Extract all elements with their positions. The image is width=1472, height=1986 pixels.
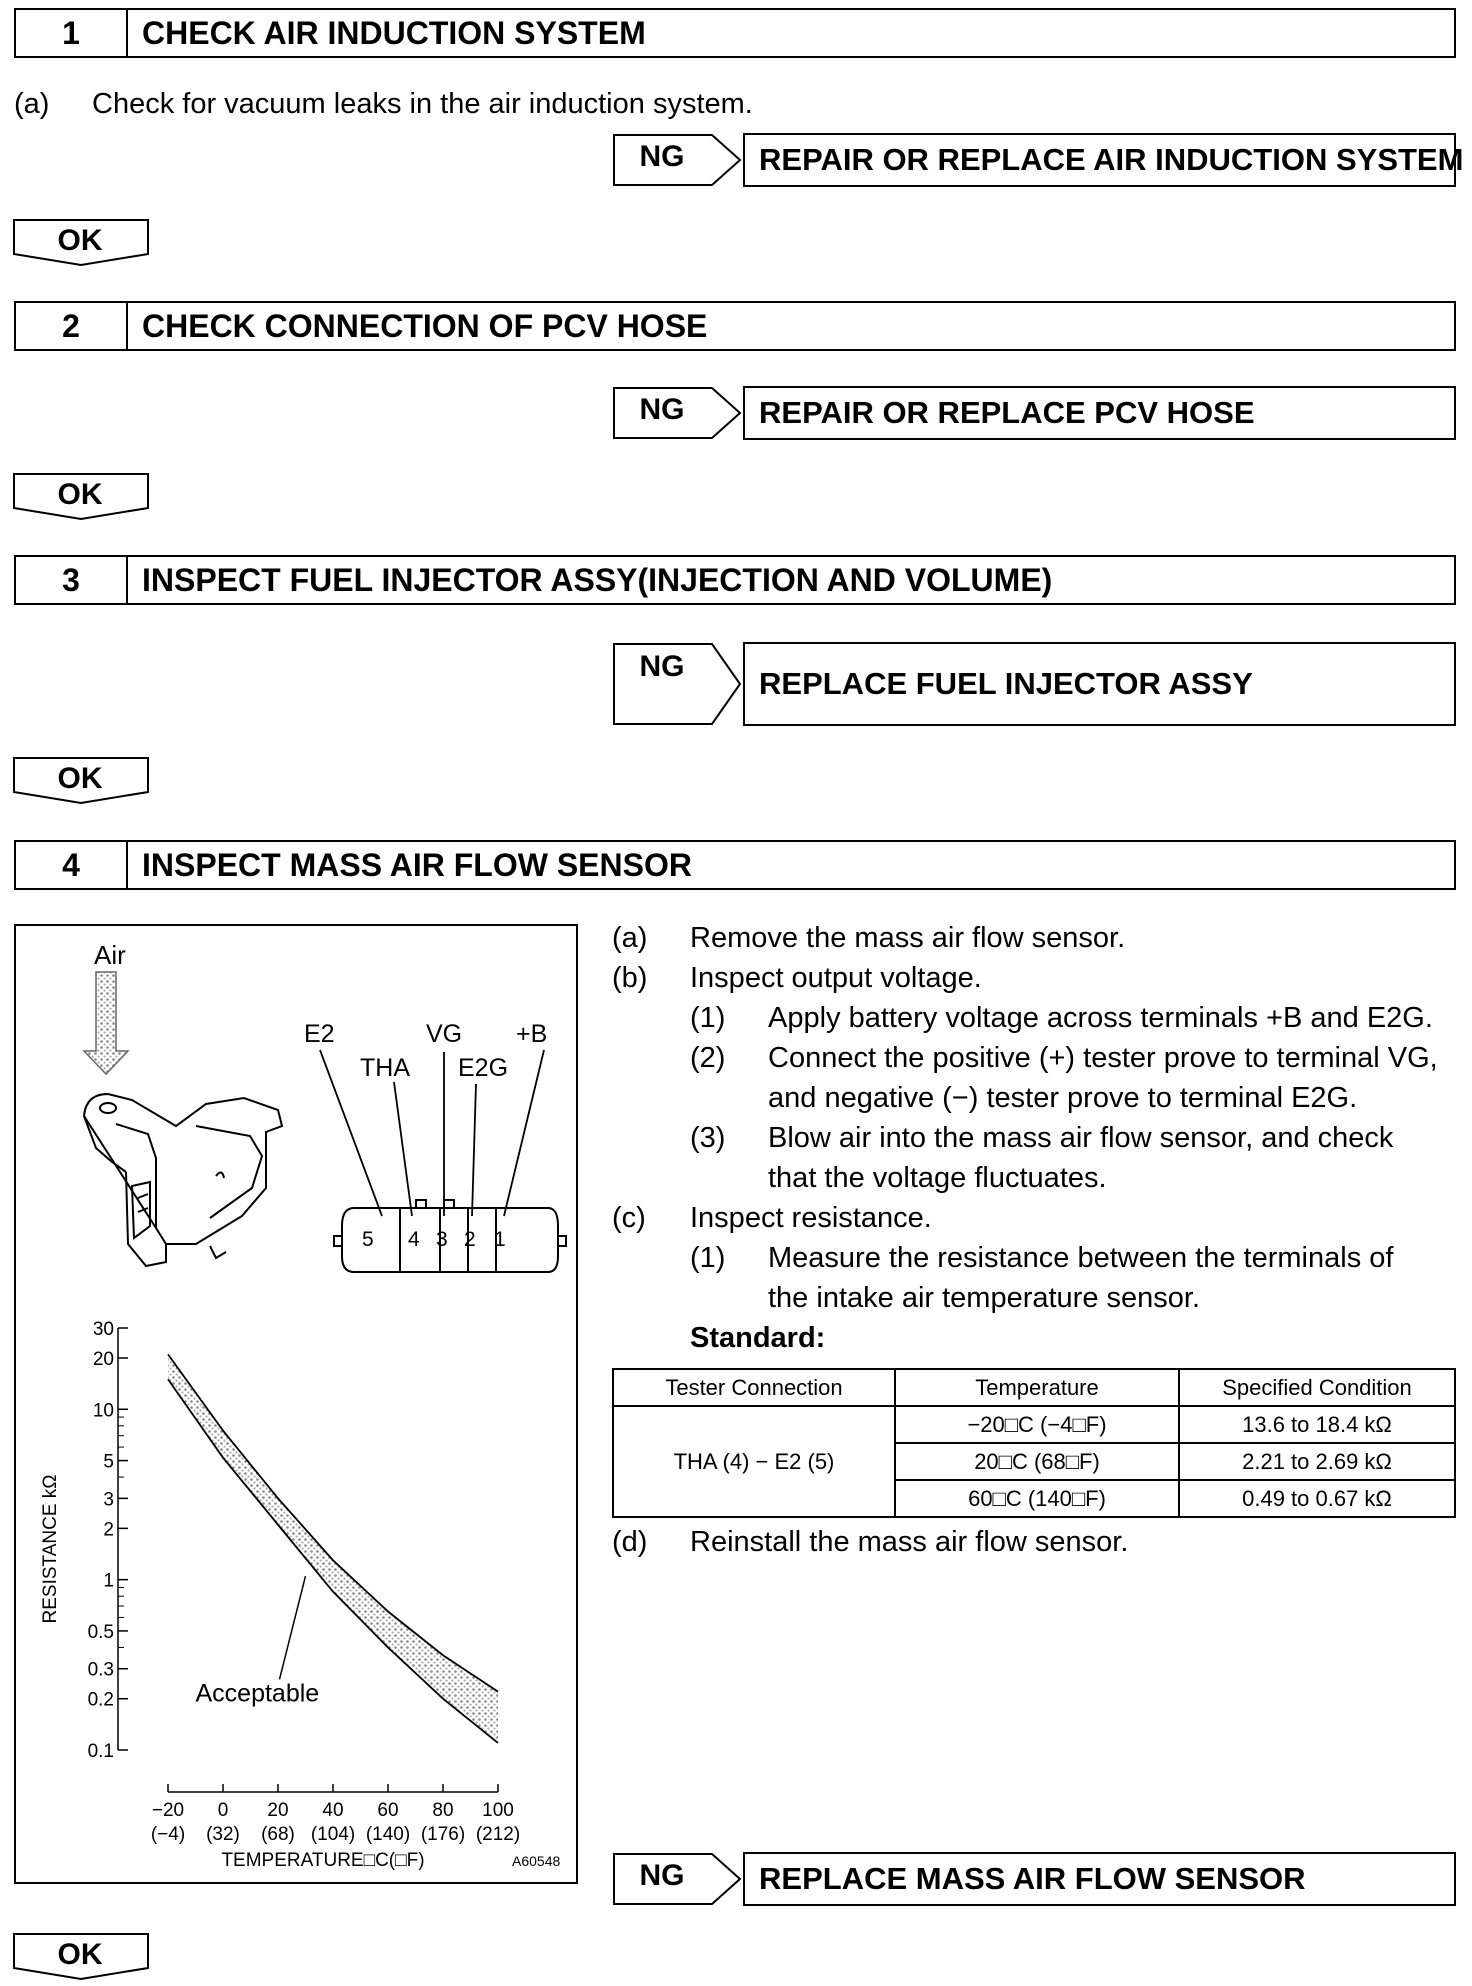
y-tick-label: 20 xyxy=(92,1348,114,1370)
y-tick-label: 0.5 xyxy=(87,1621,114,1643)
cell-connection: THA (4) − E2 (5) xyxy=(613,1406,895,1517)
y-tick-label: 0.2 xyxy=(87,1689,114,1711)
step-2-header xyxy=(14,301,1456,351)
instr-b3-text-2: that the voltage fluctuates. xyxy=(768,1162,1107,1194)
instr-b3-label: (3) xyxy=(690,1122,726,1154)
step-1-instruction-label: (a) xyxy=(14,88,50,120)
instr-c-text: Inspect resistance. xyxy=(690,1202,932,1234)
y-tick-label: 10 xyxy=(92,1400,114,1422)
header-temperature: Temperature xyxy=(895,1369,1179,1406)
step-4-ok-label[interactable]: OK xyxy=(57,1938,103,1971)
x-tick-label: 20 xyxy=(267,1800,289,1821)
x-tick-label: 0 xyxy=(217,1800,229,1821)
terminal-leader-lines xyxy=(320,1050,544,1216)
step-1-ng-result: REPAIR OR REPLACE AIR INDUCTION SYSTEM xyxy=(743,133,1456,187)
pin-2-label: 2 xyxy=(464,1228,476,1251)
resistance-chart xyxy=(40,1319,520,1871)
pin-5-label: 5 xyxy=(362,1228,374,1251)
step-2-ok-label[interactable]: OK xyxy=(57,478,103,511)
instr-d-text: Reinstall the mass air flow sensor. xyxy=(690,1526,1129,1558)
step-2-ng-result: REPAIR OR REPLACE PCV HOSE xyxy=(743,386,1456,440)
step-4-number: 4 xyxy=(16,842,128,888)
header-specified-condition: Specified Condition xyxy=(1179,1369,1455,1406)
step-3-header xyxy=(14,555,1456,605)
instr-a-text: Remove the mass air flow sensor. xyxy=(690,922,1126,954)
cell-condition: 2.21 to 2.69 kΩ xyxy=(1179,1443,1455,1480)
instr-c1-text-1: Measure the resistance between the terminals of xyxy=(768,1242,1394,1274)
instr-c1-text-2: the intake air temperature sensor. xyxy=(768,1282,1201,1314)
step-1-title: CHECK AIR INDUCTION SYSTEM xyxy=(142,14,646,51)
y-tick-label: 30 xyxy=(92,1319,114,1340)
annotation-leader xyxy=(280,1576,306,1679)
instr-d-label: (d) xyxy=(612,1526,648,1558)
instr-c-label: (c) xyxy=(612,1202,646,1234)
terminal-b-label: +B xyxy=(516,1020,548,1048)
terminal-e2g-label: E2G xyxy=(458,1054,509,1082)
y-tick-label: 0.3 xyxy=(87,1659,114,1681)
standard-label: Standard: xyxy=(690,1322,826,1354)
table-row xyxy=(613,1406,1455,1443)
y-tick-label: 3 xyxy=(103,1489,114,1511)
x-tick-label-f: (212) xyxy=(475,1824,521,1845)
pin-4-label: 4 xyxy=(408,1228,420,1251)
air-arrow-icon xyxy=(84,972,128,1074)
pin-1-label: 1 xyxy=(494,1228,506,1251)
instr-b1-label: (1) xyxy=(690,1002,726,1034)
x-tick-label-f: (104) xyxy=(310,1824,356,1845)
cell-temperature: 20□C (68□F) xyxy=(895,1443,1179,1480)
x-tick-label: 100 xyxy=(482,1800,514,1821)
figure-drawing xyxy=(16,926,576,1882)
step-4-title: INSPECT MASS AIR FLOW SENSOR xyxy=(142,846,692,883)
instr-b2-label: (2) xyxy=(690,1042,726,1074)
instr-b3-text-1: Blow air into the mass air flow sensor, and check xyxy=(768,1122,1394,1154)
header-tester-connection: Tester Connection xyxy=(613,1369,895,1406)
x-tick-label-f: (140) xyxy=(365,1824,411,1845)
cell-temperature: −20□C (−4□F) xyxy=(895,1406,1179,1443)
x-tick-label-f: (32) xyxy=(206,1824,240,1845)
step-3-ng-result: REPLACE FUEL INJECTOR ASSY xyxy=(743,642,1456,726)
instr-a-label: (a) xyxy=(612,922,648,954)
upper-limit-line xyxy=(168,1354,498,1691)
y-tick-label: 0.1 xyxy=(87,1741,114,1762)
instr-b2-text-2: and negative (−) tester prove to terminal E2G. xyxy=(768,1082,1358,1114)
spec-table xyxy=(612,1368,1456,1518)
y-tick-label: 5 xyxy=(103,1451,114,1473)
step-4-header xyxy=(14,840,1456,890)
step-3-ng-label[interactable]: NG xyxy=(639,650,685,683)
x-tick-label-f: (176) xyxy=(420,1824,466,1845)
instr-b-label: (b) xyxy=(612,962,648,994)
step-3-number: 3 xyxy=(16,557,128,603)
step-3-title: INSPECT FUEL INJECTOR ASSY(INJECTION AND VOLUME) xyxy=(142,561,1053,598)
x-tick-label: 40 xyxy=(322,1800,344,1821)
step-4-ng-result: REPLACE MASS AIR FLOW SENSOR xyxy=(743,1852,1456,1906)
terminal-tha-label: THA xyxy=(360,1054,410,1082)
x-tick-label: −20 xyxy=(151,1800,185,1821)
annotation-acceptable: Acceptable xyxy=(195,1679,320,1708)
cell-temperature: 60□C (140□F) xyxy=(895,1480,1179,1517)
step-1-ok-label[interactable]: OK xyxy=(57,224,103,257)
cell-condition: 0.49 to 0.67 kΩ xyxy=(1179,1480,1455,1517)
step-1-ng-label[interactable]: NG xyxy=(639,140,685,173)
x-tick-label: 60 xyxy=(377,1800,399,1821)
y-axis-label: RESISTANCE kΩ xyxy=(40,1474,61,1624)
step-2-ng-label[interactable]: NG xyxy=(639,393,685,426)
step-2-number: 2 xyxy=(16,303,128,349)
y-tick-label: 1 xyxy=(103,1570,114,1592)
step-1-number: 1 xyxy=(16,10,128,56)
step-3-ok-label[interactable]: OK xyxy=(57,762,103,795)
y-tick-label: 2 xyxy=(103,1519,114,1541)
instr-b1-text: Apply battery voltage across terminals +B and E2G. xyxy=(768,1002,1433,1034)
x-axis-label: TEMPERATURE□C(□F) xyxy=(221,1850,425,1871)
step-4-ng-label[interactable]: NG xyxy=(639,1859,685,1892)
air-label: Air xyxy=(94,940,126,970)
terminal-e2-label: E2 xyxy=(304,1020,335,1048)
cell-condition: 13.6 to 18.4 kΩ xyxy=(1179,1406,1455,1443)
x-tick-label-f: (68) xyxy=(261,1824,295,1845)
sensor-figure xyxy=(14,924,578,1884)
instr-c1-label: (1) xyxy=(690,1242,726,1274)
step-1-header xyxy=(14,8,1456,58)
instr-b2-text-1: Connect the positive (+) tester prove to terminal VG, xyxy=(768,1042,1438,1074)
x-tick-label-f: (−4) xyxy=(150,1824,186,1845)
pin-3-label: 3 xyxy=(436,1228,448,1251)
instr-b-text: Inspect output voltage. xyxy=(690,962,982,994)
step-1-instruction-text: Check for vacuum leaks in the air induction system. xyxy=(92,88,753,120)
step-2-title: CHECK CONNECTION OF PCV HOSE xyxy=(142,307,708,344)
figure-code: A60548 xyxy=(512,1853,561,1869)
mass-air-flow-sensor-icon xyxy=(84,1094,282,1266)
x-tick-label: 80 xyxy=(432,1800,454,1821)
spec-table-header xyxy=(613,1369,1455,1406)
terminal-vg-label: VG xyxy=(426,1020,463,1048)
